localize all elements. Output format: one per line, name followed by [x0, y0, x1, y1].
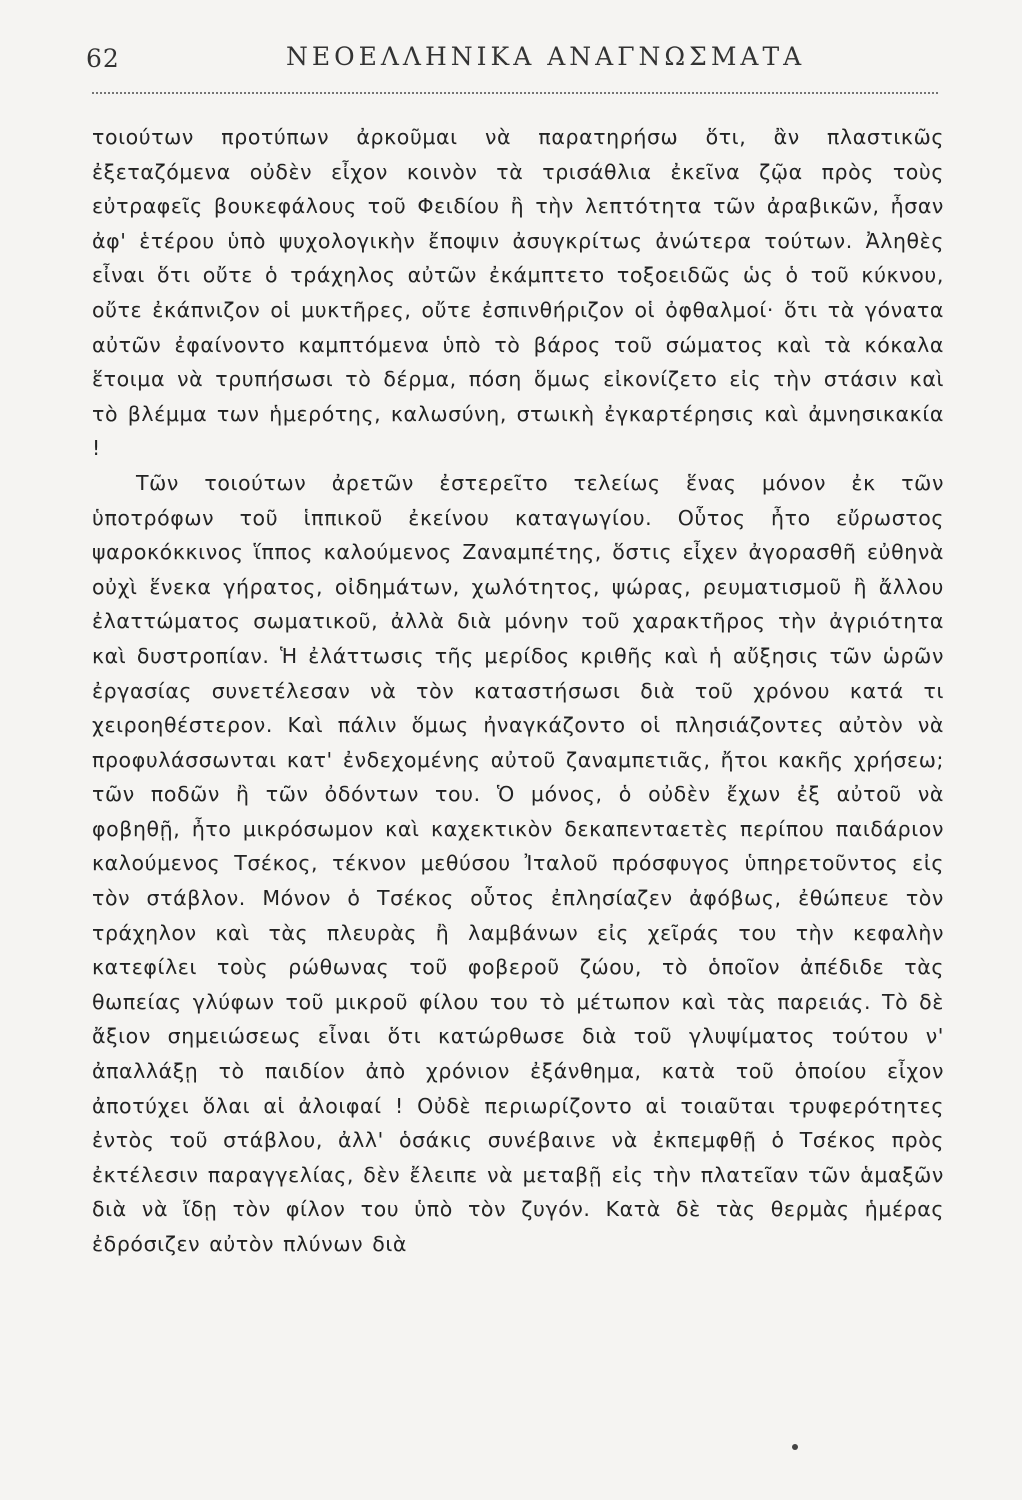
body-text [92, 120, 944, 1262]
paragraph-2: Τῶν τοιούτων ἀρετῶν ἐστερεῖτο τελείως ἕνας μόνον ἐκ τῶν ὑποτρόφων τοῦ ἱππικοῦ ἐκείνου καταγωγίου. Οὗτος ἦτο εὔρωστος ψαροκόκκινος ἵππος καλούμενος Ζαναμπέτης, ὅστις εἶχεν ἀγορασθῆ εὐθηνὰ οὐχὶ ἕνεκα γήρατος, οἰδημάτων, χωλότητος, ψώρας, ρευματισμοῦ ἢ ἄλλου ἐλαττώματος σωματικοῦ, ἀλλὰ διὰ μόνην τοῦ χαρακτῆρος τὴν ἀγριότητα καὶ δυστροπίαν. Ἡ ἐλάττωσις τῆς μερίδος κριθῆς καὶ ἡ αὔξησις τῶν ὡρῶν ἐργασίας συνετέλεσαν νὰ τὸν καταστήσωσι διὰ τοῦ χρόνου κατά τι χειροηθέστερον. Καὶ πάλιν ὅμως ἠναγκάζοντο οἱ πλησιάζοντες αὐτὸν νὰ προφυλάσσωνται κατ' ἐνδεχομένης αὐτοῦ ζαναμπετιᾶς, ἤτοι κακῆς χρήσεω; τῶν ποδῶν ἢ τῶν ὀδόντων του. Ὁ μόνος, ὁ οὐδὲν ἔχων ἐξ αὐτοῦ νὰ φοβηθῇ, ἦτο μικρόσωμον καὶ καχεκτικὸν δεκαπενταετὲς περίπου παιδάριον καλούμενος Τσέκος, τέκνον μεθύσου Ἰταλοῦ πρόσφυγος ὑπηρετοῦντος εἰς τὸν στάβλον. Μόνον ὁ Τσέκος οὗτος ἐπλησίαζεν ἀφόβως, ἐθώπευε τὸν τράχηλον καὶ τὰς πλευρὰς ἢ λαμβάνων εἰς χεῖράς του τὴν κεφαλὴν κατεφίλει τοὺς ρώθωνας τοῦ φοβεροῦ ζώου, τὸ ὁποῖον ἀπέδιδε τὰς θωπείας γλύφων τοῦ μικροῦ φίλου του τὸ μέτωπον καὶ τὰς παρειάς. Τὸ δὲ ἄξιον σημειώσεως εἶναι ὅτι κατώρθωσε διὰ τοῦ γλυψίματος τούτου ν' ἀπαλλάξῃ τὸ παιδίον ἀπὸ χρόνιον ἐξάνθημα, κατὰ τοῦ ὁποίου εἶχον ἀποτύχει ὅλαι αἱ ἀλοιφαί ! Οὐδὲ περιωρίζοντο αἱ τοιαῦται τρυφερότητες ἐντὸς τοῦ στάβλου, ἀλλ' ὁσάκις συνέβαινε νὰ ἐκπεμφθῇ ὁ Τσέκος πρὸς ἐκτέλεσιν παραγγελίας, δὲν ἔλειπε νὰ μεταβῇ εἰς τὴν πλατεῖαν τῶν ἁμαξῶν διὰ νὰ ἴδῃ τὸν φίλον του ὑπὸ τὸν ζυγόν. Κατὰ δὲ τὰς θερμὰς ἡμέρας ἐδρόσιζεν αὐτὸν πλύνων διὰ [92, 470, 944, 1256]
paragraph-1: τοιούτων προτύπων ἀρκοῦμαι νὰ παρατηρήσω ὅτι, ἂν πλαστικῶς ἐξεταζόμενα οὐδὲν εἶχον κοινὸν τὰ τρισάθλια ἐκεῖνα ζῷα πρὸς τοὺς εὐτραφεῖς βουκεφάλους τοῦ Φειδίου ἢ τὴν λεπτότητα τῶν ἀραβικῶν, ἦσαν ἀφ' ἑτέρου ὑπὸ ψυχολογικὴν ἔποψιν ἀσυγκρίτως ἀνώτερα τούτων. Ἀληθὲς εἶναι ὅτι οὔτε ὁ τράχηλος αὐτῶν ἐκάμπτετο τοξοειδῶς ὡς ὁ τοῦ κύκνου, οὔτε ἐκάπνιζον οἱ μυκτῆρες, οὔτε ἐσπινθήριζον οἱ ὀφθαλμοί· ὅτι τὰ γόνατα αὐτῶν ἐφαίνοντο καμπτόμενα ὑπὸ τὸ βάρος τοῦ σώματος καὶ τὰ κόκαλα ἕτοιμα νὰ τρυπήσωσι τὸ δέρμα, πόση ὅμως εἰκονίζετο εἰς τὴν στάσιν καὶ τὸ βλέμμα των ἡμερότης, καλωσύνη, στωικὴ ἐγκαρτέρησις καὶ ἀμνησικακία ! [92, 125, 944, 461]
page-number: 62 [86, 44, 120, 73]
ink-dot [792, 1444, 798, 1450]
header-rule [92, 92, 938, 94]
running-head: ΝΕΟΕΛΛΗΝΙΚΑ ΑΝΑΓΝΩΣΜΑΤΑ [286, 42, 806, 71]
